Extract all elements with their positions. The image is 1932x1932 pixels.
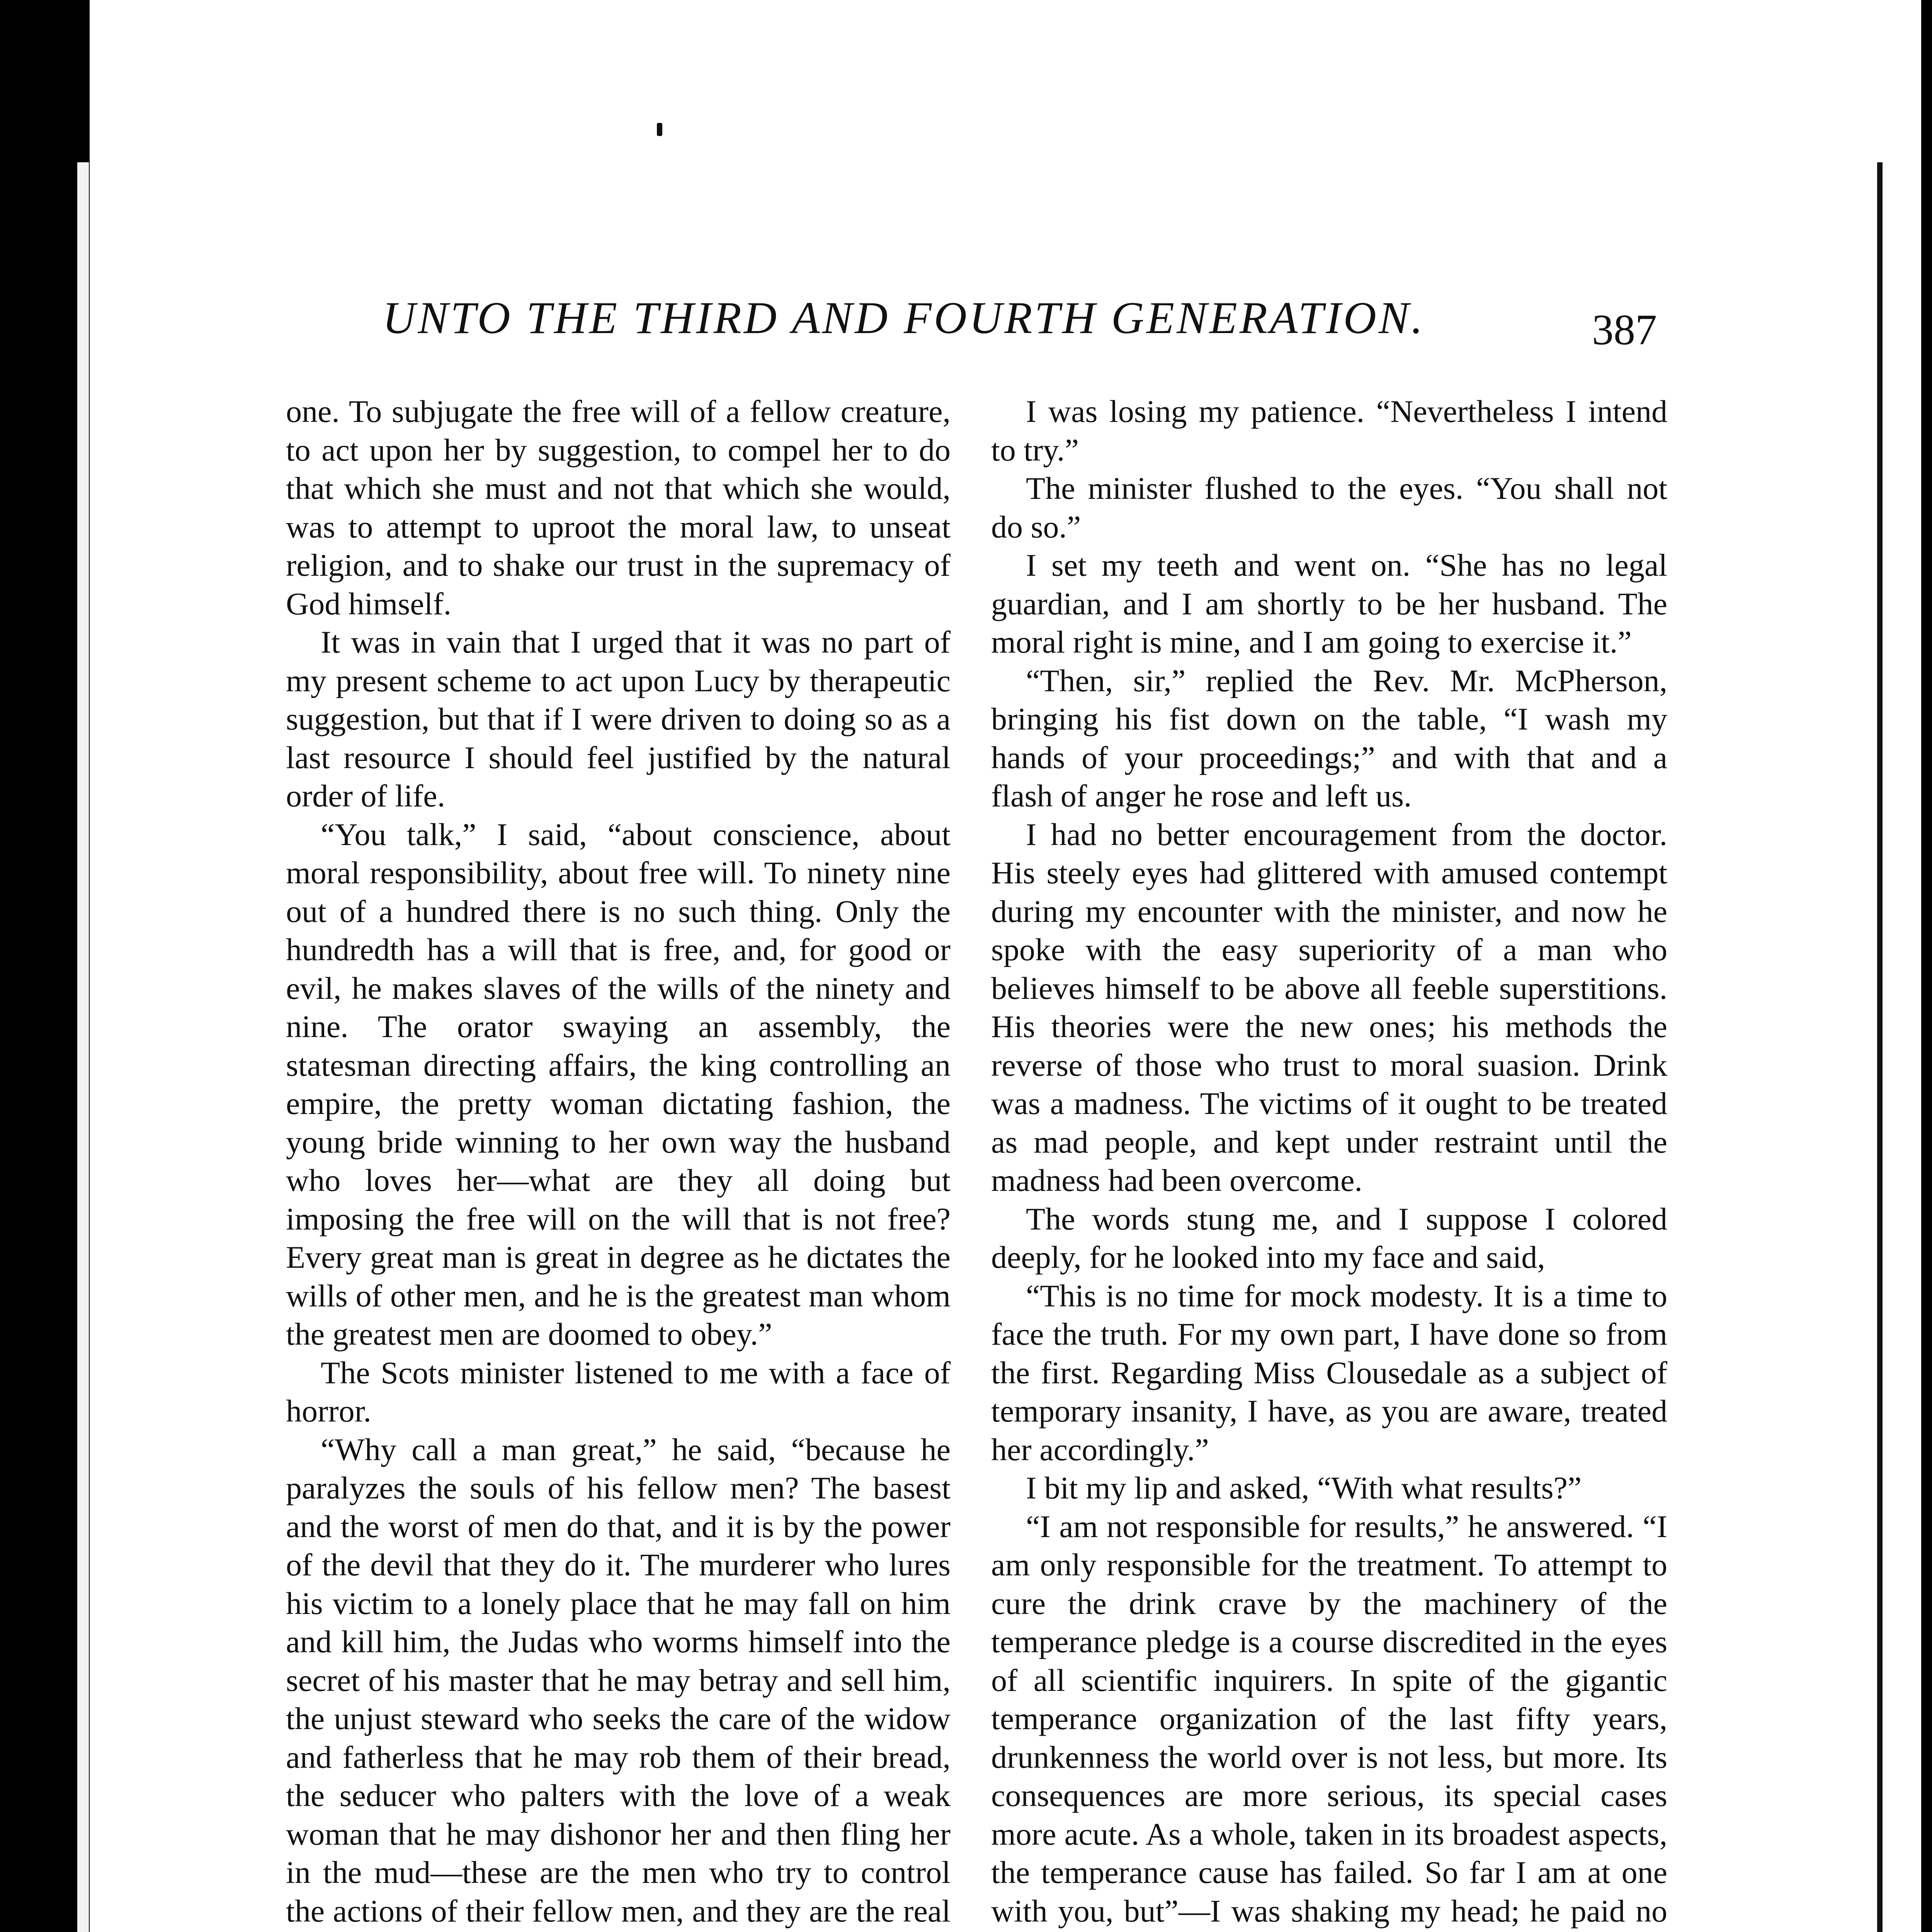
binding-strip [77,162,89,1932]
page-number: 387 [1592,306,1657,354]
paragraph: I had no better encouragement from the doctor. His steely eyes had glittered with amused contempt during my encounter with the minister, and now he spoke with the easy superiority of a man who believes himself to be above all feeble superstitions. His theories were the new ones; his methods the reverse of those who trust to moral suasion. Drink was a madness. The victims of it ought to be treated as mad people, and kept under restraint until the madness had been overcome. [991,816,1667,1198]
paragraph: The minister flushed to the eyes. “You shall not do so.” [991,471,1667,544]
paragraph: It was in vain that I urged that it was no part of my present scheme to act upon Lucy by therapeutic suggestion, but that if I were driven to doing so as a last resource I should feel justified by the natural order of life. [286,624,951,813]
paragraph: I was losing my patience. “Nevertheless I intend to try.” [991,394,1667,468]
paragraph: I bit my lip and asked, “With what results?” [1026,1470,1582,1505]
print-mark [657,123,662,136]
paragraph: “This is no time for mock modesty. It is a time to face the truth. For my own part, I have done so from the first. Regarding Miss Clousedale as a subject of temporary insanity, I have, as you are aware, treated her accordingly.” [991,1278,1667,1467]
paragraph: “I am not responsible for results,” he answered. “I am only responsible for the treatment. To attempt to cure the drink crave by the machinery of the temperance pledge is a course discredited in the eyes of all scientific inquirers. In spite of the gigantic temperance organization of the last fifty years, drunkenness the world over is not less, but more. Its consequences are more serious, its special cases more acute. As a whole, taken in its broadest aspects, the temperance cause has failed. So far I am at one with you, but”—I was shaking my head; he paid no [991,1509,1667,1929]
running-header: UNTO THE THIRD AND FOURTH GENERATION. [383,293,1425,343]
paragraph: “You talk,” I said, “about conscience, about moral responsibility, about free will. To ninety nine out of a hundred there is no such thing. Only the hundredth has a will that is free, and, for good or evil, he makes slaves of the wills of the ninety and nine. The orator swaying an assembly, the statesman directing affairs, the king controlling an empire, the pretty woman dictating fashion, the young bride winning to her own way the husband who loves her—what are they all doing but imposing the free will on the will that is not free? Every great man is great in degree as he dictates the wills of other men, and he is the greatest man whom the greatest men are doomed to obey.” [286,816,951,1352]
paragraph: The Scots minister listened to me with a face of horror. [286,1355,951,1429]
paragraph: one. To subjugate the free will of a fellow creature, to act upon her by suggestion, to compel her to do that which she must and not that which she would, was to attempt to uproot the moral law, to unseat religion, and to shake our trust in the supremacy of God himself. [286,394,951,621]
paragraph: “Why call a man great,” he said, “because he paralyzes the souls of his fellow men? The basest and the worst of men do that, and it is by the power of the devil that they do it. The murderer who lures his victim to a lonely place that he may fall on him and kill him, the Judas who worms himself into the secret of his master that he may betray and sell him, the unjust steward who seeks the care of the widow and fatherless that he may rob them of their bread, the seducer who palters with the love of a weak woman that he may dishonor her and then fling her in the mud—these are the men who try to control the actions of their fellow men, and they are the real [286,1432,951,1929]
paragraph: I set my teeth and went on. “She has no legal guardian, and I am shortly to be her husband. The moral right is mine, and I am going to exercise it.” [991,548,1667,660]
scan-left-edge [0,0,89,1932]
right-column [991,392,1667,1932]
left-column [286,392,951,1932]
page-right-border [1877,162,1883,1932]
paragraph: “Then, sir,” replied the Rev. Mr. McPherson, bringing his fist down on the table, “I wash my hands of your proceedings;” and with that and a flash of anger he rose and left us. [991,663,1667,813]
paragraph: The words stung me, and I suppose I colored deeply, for he looked into my face and said, [991,1201,1667,1275]
